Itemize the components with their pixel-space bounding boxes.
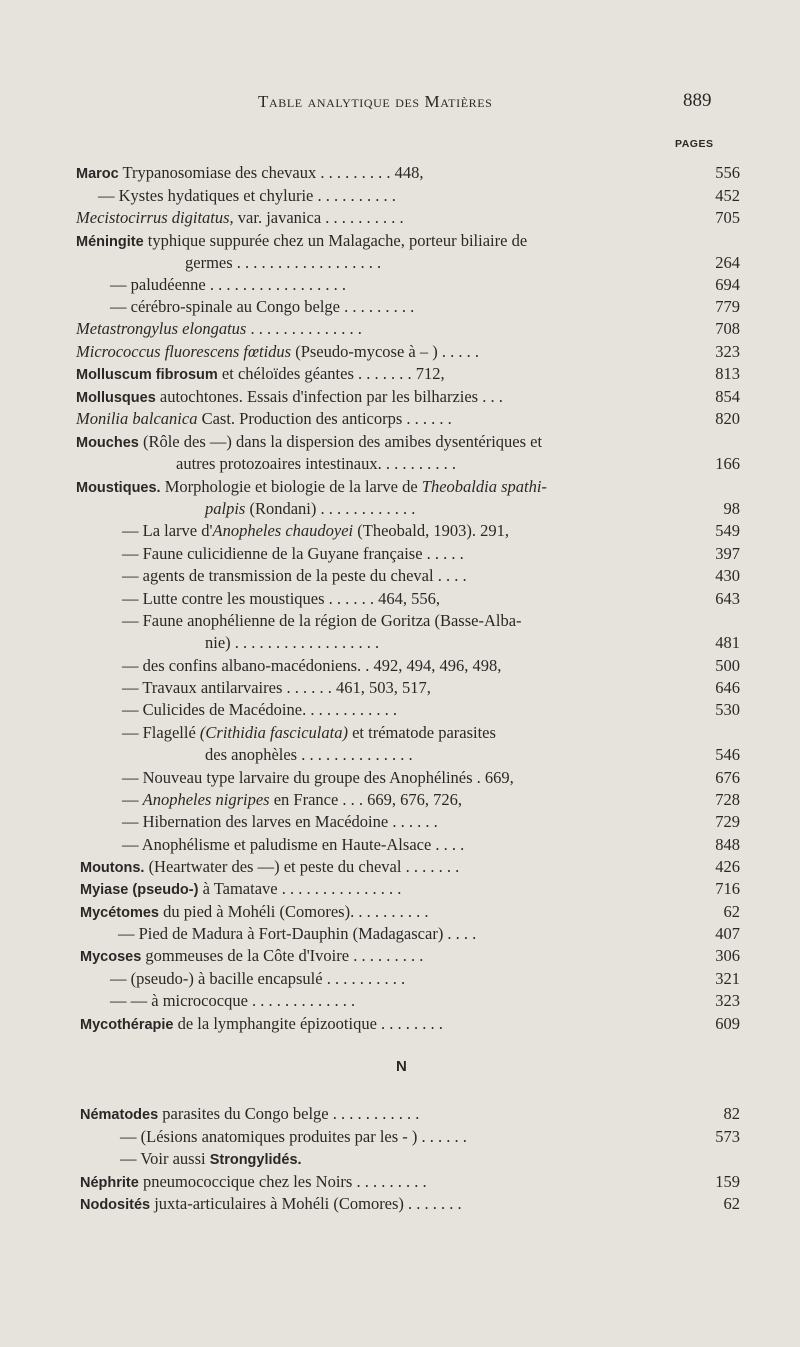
index-entry: [0, 901, 800, 923]
entry-headword: Myiase (pseudo-): [80, 882, 199, 898]
entry-text: [76, 431, 542, 454]
entry-text: [122, 588, 440, 610]
entry-page-number: 166: [715, 454, 740, 473]
entry-page-number: 854: [715, 387, 740, 406]
entry-text: [120, 1148, 302, 1171]
entry-body: typhique suppurée chez un Malagache, porteur biliaire de: [143, 231, 528, 250]
entry-page-number: 530: [715, 700, 740, 719]
entry-page-number: 323: [715, 342, 740, 361]
entry-text: [122, 767, 514, 789]
entry-text: [80, 1171, 427, 1194]
entry-text: [80, 1103, 419, 1126]
entry-body: — Kystes hydatiques et chylurie . . . . . . . . . .: [98, 186, 396, 205]
entry-page-number: 430: [715, 566, 740, 585]
index-entry: [0, 431, 800, 453]
entry-italic-term: (Crithidia fasciculata): [199, 723, 348, 742]
index-entry: [0, 408, 800, 430]
entry-headword: Méningite: [76, 234, 144, 250]
entry-cross-reference: Strongylidés.: [209, 1152, 302, 1168]
section-letter-n: N: [396, 1058, 407, 1075]
entry-italic-term: palpis: [205, 499, 246, 518]
entry-page-number: 321: [715, 969, 740, 988]
entry-body: parasites du Congo belge . . . . . . . . . . .: [158, 1104, 420, 1123]
entry-text: [76, 162, 424, 185]
entry-italic-term: Anopheles nigripes: [142, 790, 270, 809]
entry-text: [205, 632, 379, 654]
entry-body: et chéloïdes géantes . . . . . . . 712,: [217, 364, 445, 383]
index-entry: [0, 520, 800, 542]
entry-body: (Heartwater des —) et peste du cheval . . . . . . .: [144, 857, 460, 876]
index-entry: [0, 1148, 800, 1170]
pages-column-label: PAGES: [675, 138, 714, 150]
entry-text: [110, 296, 414, 318]
entry-text: [122, 699, 397, 721]
entry-page-number: 705: [715, 208, 740, 227]
entry-body: nie) . . . . . . . . . . . . . . . . . .: [205, 633, 380, 652]
entry-italic-term: Metastrongylus elongatus: [76, 319, 247, 338]
entry-text: [118, 923, 476, 945]
entry-page-number: 452: [715, 186, 740, 205]
entry-text: [122, 565, 467, 587]
index-entry: [0, 162, 800, 184]
entry-body: — Faune anophélienne de la région de Goritza (Basse-Alba-: [122, 611, 522, 630]
entry-text: [80, 945, 423, 968]
entry-headword: Mycétomes: [80, 905, 159, 921]
entry-text: [80, 878, 401, 901]
entry-text: [122, 543, 464, 565]
entry-page-number: 426: [715, 857, 740, 876]
entry-headword: Moustiques.: [76, 480, 161, 496]
entry-body: à Tamatave . . . . . . . . . . . . . . .: [198, 879, 402, 898]
entry-body: — (pseudo-) à bacille encapsulé . . . . . . . . . .: [110, 969, 406, 988]
entry-body: —: [122, 790, 143, 809]
index-entry: [0, 274, 800, 296]
entry-text: [98, 185, 396, 207]
entry-text: [122, 722, 496, 744]
entry-body: du pied à Mohéli (Comores). . . . . . . . . .: [158, 902, 429, 921]
index-entry: [0, 699, 800, 721]
entry-page-number: 573: [715, 1127, 740, 1146]
index-entry: [0, 811, 800, 833]
entry-page-number: 264: [715, 253, 740, 272]
index-entry: [0, 610, 800, 632]
index-entry: [0, 632, 800, 654]
index-entry: [0, 990, 800, 1012]
index-entry: [0, 1013, 800, 1035]
entry-body-tail: (Rondani) . . . . . . . . . . . .: [245, 499, 416, 518]
entry-page-number: 159: [715, 1172, 740, 1191]
entry-italic-term: Monilia balcanica: [76, 409, 198, 428]
entry-body-tail: . . . . . . . . . . . . . .: [246, 319, 362, 338]
entry-headword: Mollusques: [76, 390, 156, 406]
entry-body: — (Lésions anatomiques produites par les - ) . . . . . .: [120, 1127, 467, 1146]
entry-body: — des confins albano-macédoniens. . 492, 494, 496, 498,: [122, 656, 502, 675]
entry-headword: Maroc: [76, 166, 119, 182]
entry-page-number: 397: [715, 544, 740, 563]
entry-body: — Travaux antilarvaires . . . . . . 461, 503, 517,: [122, 678, 431, 697]
entry-headword: Moutons.: [80, 860, 145, 876]
entry-body: gommeuses de la Côte d'Ivoire . . . . . . . . .: [141, 946, 424, 965]
entry-text: [122, 610, 522, 632]
entry-headword: Mycoses: [80, 949, 142, 965]
entry-text: [120, 1126, 467, 1148]
index-entry: [0, 588, 800, 610]
entry-text: [110, 968, 405, 990]
entry-page-number: 556: [715, 163, 740, 182]
index-entry: [0, 744, 800, 766]
entry-page-number: 643: [715, 589, 740, 608]
entry-text: [80, 901, 428, 924]
index-entry: [0, 318, 800, 340]
entry-text: [76, 207, 404, 229]
entry-text: [122, 677, 431, 699]
entry-text: [110, 990, 355, 1012]
entry-body: germes . . . . . . . . . . . . . . . . . .: [185, 253, 382, 272]
index-entry: [0, 565, 800, 587]
index-entry: [0, 453, 800, 475]
entry-text: [122, 834, 464, 856]
entry-text: [76, 318, 362, 340]
entry-body: — Lutte contre les moustiques . . . . . . 464, 556,: [122, 589, 441, 608]
index-entry: [0, 677, 800, 699]
entry-page-number: 708: [715, 319, 740, 338]
index-entry: [0, 834, 800, 856]
entry-body: autres protozoaires intestinaux. . . . . . . . . .: [176, 454, 456, 473]
entry-body: — La larve d': [122, 521, 213, 540]
entry-page-number: 694: [715, 275, 740, 294]
entry-headword: Nodosités: [80, 1197, 151, 1213]
entry-text: [176, 453, 456, 475]
entry-headword: Nématodes: [80, 1107, 159, 1123]
entry-body-tail: (Pseudo-mycose à – ) . . . . .: [291, 342, 479, 361]
entry-body: — agents de transmission de la peste du cheval . . . .: [122, 566, 467, 585]
entry-body: autochtones. Essais d'infection par les bilharzies . . .: [155, 387, 503, 406]
entry-body-tail: (Theobald, 1903). 291,: [353, 521, 509, 540]
index-entry: [0, 1126, 800, 1148]
entry-page-number: 779: [715, 297, 740, 316]
entry-body: de la lymphangite épizootique . . . . . . . .: [173, 1014, 443, 1033]
entry-page-number: 98: [723, 499, 740, 518]
entry-text: [76, 408, 452, 430]
entry-page-number: 728: [715, 790, 740, 809]
entry-page-number: 676: [715, 768, 740, 787]
entry-body-tail: et trématode parasites: [347, 723, 496, 742]
index-entry: [0, 252, 800, 274]
index-entry: [0, 945, 800, 967]
index-entry: [0, 296, 800, 318]
entry-text: [122, 520, 509, 542]
index-entry: [0, 968, 800, 990]
entry-page-number: 82: [723, 1104, 740, 1123]
entry-text: [76, 341, 479, 363]
entry-page-number: 546: [715, 745, 740, 764]
index-entry: [0, 363, 800, 385]
index-entry: [0, 543, 800, 565]
entry-italic-term: Micrococcus fluorescens fœtidus: [76, 342, 292, 361]
entry-page-number: 62: [723, 1194, 740, 1213]
index-entry: [0, 767, 800, 789]
entry-text: [122, 811, 438, 833]
entry-text: [80, 856, 459, 879]
entry-body: Morphologie et biologie de la larve de: [160, 477, 422, 496]
entry-page-number: 820: [715, 409, 740, 428]
entry-headword: Néphrite: [80, 1175, 139, 1191]
entry-body-tail: Cast. Production des anticorps . . . . . .: [197, 409, 452, 428]
entry-page-number: 481: [715, 633, 740, 652]
entry-page-number: 306: [715, 946, 740, 965]
entry-text: [80, 1193, 462, 1216]
index-entry: [0, 878, 800, 900]
entry-text: [185, 252, 381, 274]
entry-text: [110, 274, 346, 296]
index-entry: [0, 498, 800, 520]
entry-page-number: 609: [715, 1014, 740, 1033]
index-entry: [0, 386, 800, 408]
entry-text: [80, 1013, 443, 1036]
entry-body: — Nouveau type larvaire du groupe des Anophélinés . 669,: [122, 768, 514, 787]
index-entry: [0, 476, 800, 498]
entry-italic-term: Theobaldia spathi-: [421, 477, 547, 496]
entry-body: — Voir aussi: [120, 1149, 210, 1168]
entry-body-tail: var. javanica . . . . . . . . . .: [233, 208, 404, 227]
entry-body: — Faune culicidienne de la Guyane française . . . . .: [122, 544, 464, 563]
page-number: 889: [683, 90, 712, 111]
entry-page-number: 500: [715, 656, 740, 675]
entry-body: (Rôle des —) dans la dispersion des amibes dysentériques et: [138, 432, 543, 451]
entry-text: [76, 230, 527, 253]
entry-text: [122, 789, 462, 811]
entry-headword: Mycothérapie: [80, 1017, 174, 1033]
index-entry: [0, 722, 800, 744]
entry-body: pneumococcique chez les Noirs . . . . . . . . .: [138, 1172, 427, 1191]
entry-body: — Hibernation des larves en Macédoine . . . . . .: [122, 812, 438, 831]
entry-body: — Flagellé: [122, 723, 200, 742]
entry-page-number: 716: [715, 879, 740, 898]
entry-headword: Mouches: [76, 435, 139, 451]
index-entry: [0, 341, 800, 363]
index-entry: [0, 207, 800, 229]
entry-headword: Molluscum fibrosum: [76, 367, 218, 383]
index-entry: [0, 789, 800, 811]
entry-text: [76, 476, 547, 499]
running-head: [0, 88, 800, 116]
entry-body: Trypanosomiase des chevaux . . . . . . . . . 448,: [118, 163, 424, 182]
entry-body: — cérébro-spinale au Congo belge . . . . . . . . .: [110, 297, 415, 316]
entry-text: [76, 363, 445, 386]
index-entry: [0, 1171, 800, 1193]
index-entry: [0, 1193, 800, 1215]
index-entry: [0, 655, 800, 677]
entry-page-number: 407: [715, 924, 740, 943]
entry-italic-term: Anopheles chaudoyei: [212, 521, 354, 540]
index-entry: [0, 185, 800, 207]
index-entry: [0, 923, 800, 945]
entry-text: [76, 386, 503, 409]
running-title: Table analytique des Matières: [258, 92, 493, 111]
entry-page-number: 813: [715, 364, 740, 383]
entry-body: des anophèles . . . . . . . . . . . . . .: [205, 745, 413, 764]
entry-body: juxta-articulaires à Mohéli (Comores) . . . . . . .: [150, 1194, 462, 1213]
entry-body: — Culicides de Macédoine. . . . . . . . . . . .: [122, 700, 397, 719]
entry-body: — — à micrococque . . . . . . . . . . . . .: [110, 991, 356, 1010]
entry-page-number: 729: [715, 812, 740, 831]
entry-body: — paludéenne . . . . . . . . . . . . . . . . .: [110, 275, 347, 294]
entry-text: [122, 655, 501, 677]
entry-page-number: 848: [715, 835, 740, 854]
index-entry: [0, 856, 800, 878]
entry-page-number: 62: [723, 902, 740, 921]
entry-body: — Pied de Madura à Fort-Dauphin (Madagascar) . . . .: [118, 924, 477, 943]
entry-text: [205, 744, 413, 766]
entry-text: [205, 498, 415, 520]
entry-body-tail: en France . . . 669, 676, 726,: [269, 790, 463, 809]
entry-italic-term: Mecistocirrus digitatus,: [76, 208, 234, 227]
index-entry: [0, 230, 800, 252]
entry-page-number: 646: [715, 678, 740, 697]
entry-page-number: 549: [715, 521, 740, 540]
entry-body: — Anophélisme et paludisme en Haute-Alsace . . . .: [122, 835, 465, 854]
index-entry: [0, 1103, 800, 1125]
entry-page-number: 323: [715, 991, 740, 1010]
